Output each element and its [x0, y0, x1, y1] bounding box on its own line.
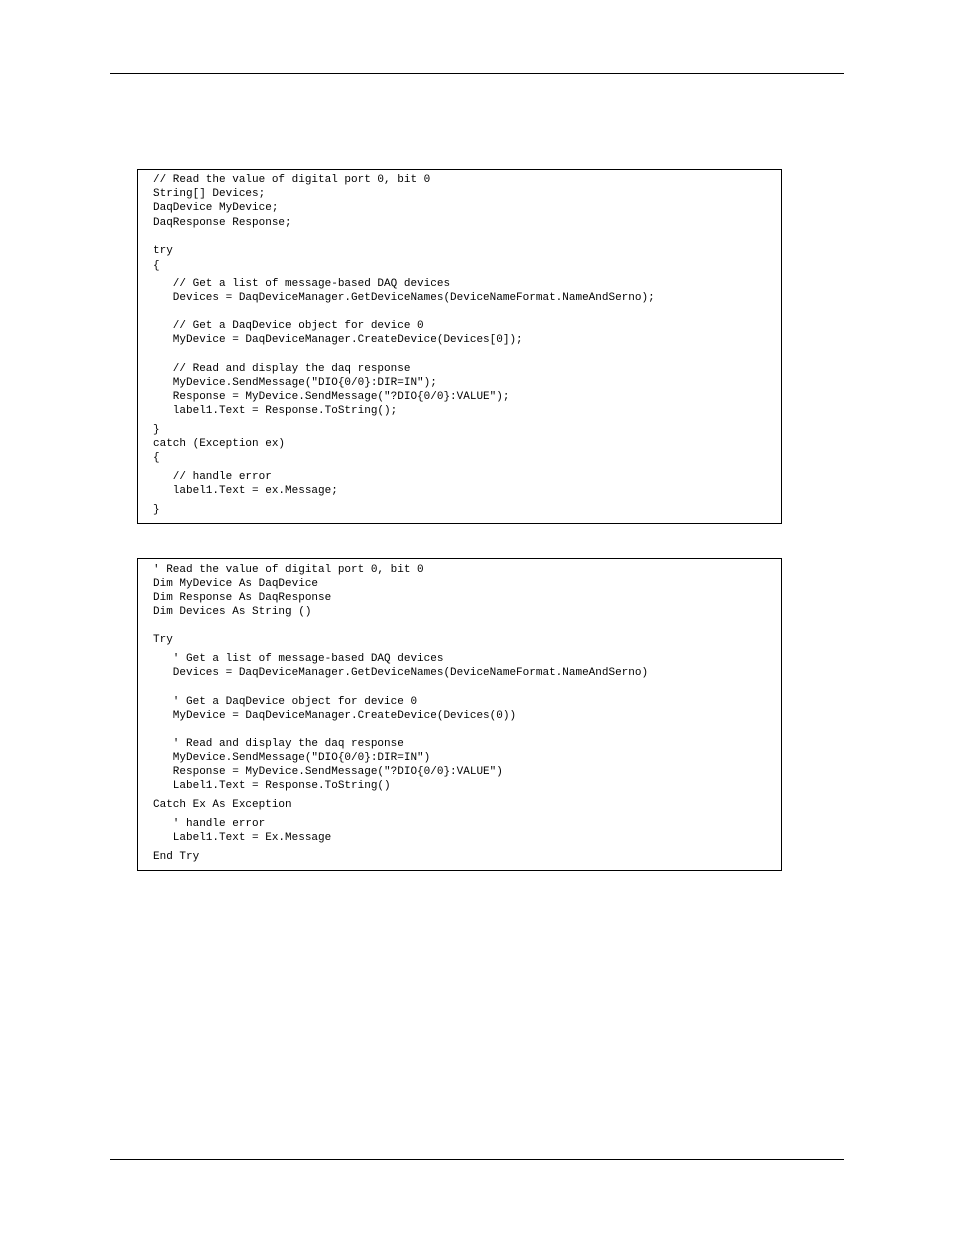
code-line: ' handle error [153, 818, 266, 830]
code-line: Devices = DaqDeviceManager.GetDeviceNames(DeviceNameFormat.NameAndSerno) [153, 667, 649, 679]
code-line: MyDevice.SendMessage("DIO{0/0}:DIR=IN"); [153, 377, 437, 389]
code-line: String[] Devices; [153, 188, 266, 200]
code-line: Catch Ex As Exception [153, 799, 292, 811]
code-line: } [153, 504, 160, 516]
code-line: catch (Exception ex) [153, 438, 286, 450]
code-line: Response = MyDevice.SendMessage("?DIO{0/0}:VALUE") [153, 766, 503, 778]
code-line: ' Read the value of digital port 0, bit 0 [153, 564, 424, 576]
code-line: label1.Text = ex.Message; [153, 485, 338, 497]
code-line: MyDevice = DaqDeviceManager.CreateDevice(Devices[0]); [153, 334, 523, 346]
code-line: // Read the value of digital port 0, bit 0 [153, 174, 431, 186]
code-line: { [153, 452, 160, 464]
code-line: } [153, 424, 160, 436]
code-line: MyDevice = DaqDeviceManager.CreateDevice(Devices(0)) [153, 710, 517, 722]
code-line: Dim MyDevice As DaqDevice [153, 578, 319, 590]
code-line: Label1.Text = Ex.Message [153, 832, 332, 844]
code-line: ' Get a list of message-based DAQ devices [153, 653, 444, 665]
footer-rule [110, 1159, 844, 1160]
header-rule [110, 73, 844, 74]
code-line: DaqDevice MyDevice; [153, 202, 279, 214]
code-line: // handle error [153, 471, 272, 483]
vbnet-code-example [137, 558, 782, 871]
code-line: { [153, 260, 160, 272]
code-line: ' Read and display the daq response [153, 738, 404, 750]
code-line: Devices = DaqDeviceManager.GetDeviceNames(DeviceNameFormat.NameAndSerno); [153, 292, 655, 304]
code-line: // Get a list of message-based DAQ devices [153, 278, 451, 290]
code-line: // Read and display the daq response [153, 363, 411, 375]
code-line: Try [153, 634, 173, 646]
code-line: // Get a DaqDevice object for device 0 [153, 320, 424, 332]
code-line: label1.Text = Response.ToString(); [153, 405, 398, 417]
csharp-code-example [137, 169, 782, 524]
code-line: Response = MyDevice.SendMessage("?DIO{0/0}:VALUE"); [153, 391, 510, 403]
code-line: DaqResponse Response; [153, 217, 292, 229]
code-line: Label1.Text = Response.ToString() [153, 780, 391, 792]
code-line: MyDevice.SendMessage("DIO{0/0}:DIR=IN") [153, 752, 431, 764]
code-line: End Try [153, 851, 200, 863]
code-line: try [153, 245, 173, 257]
code-line: Dim Devices As String () [153, 606, 312, 618]
code-line: Dim Response As DaqResponse [153, 592, 332, 604]
code-line: ' Get a DaqDevice object for device 0 [153, 696, 418, 708]
